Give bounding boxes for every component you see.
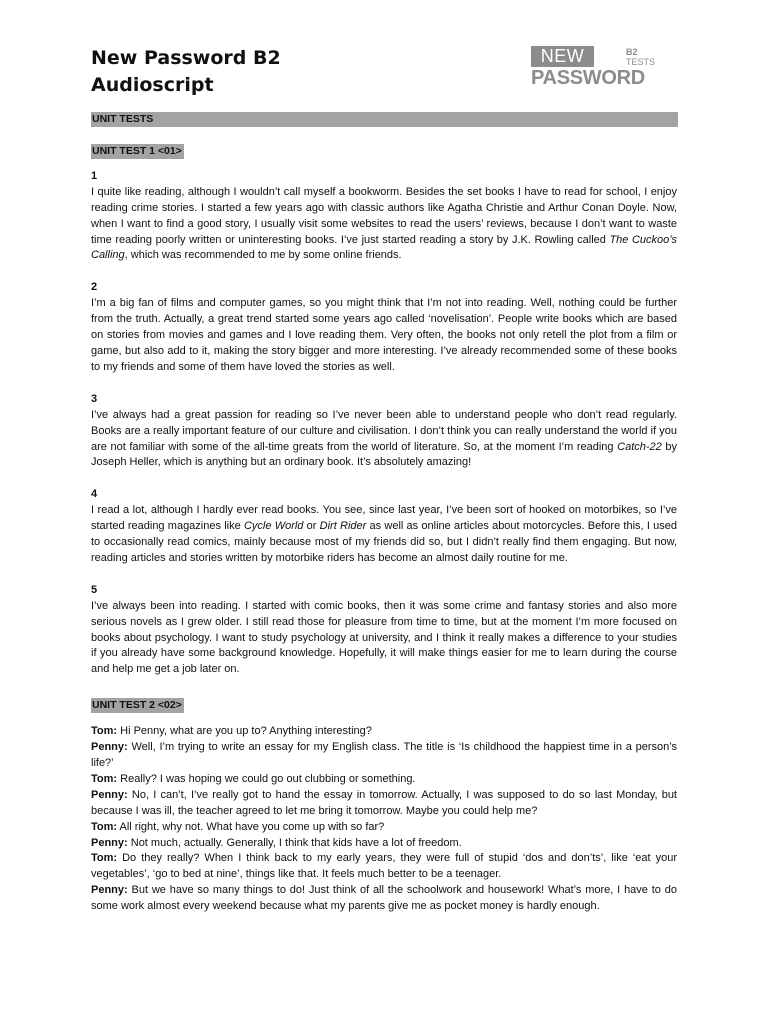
speaker-item-3: [91, 392, 677, 472]
speaker-item-5: [91, 583, 677, 678]
logo-level: [626, 47, 655, 67]
dialogue-turn: [91, 820, 677, 836]
dialogue: [91, 724, 677, 915]
text-run: I quite like reading, although I wouldn’t call myself a bookworm. Besides the set books I have to read for school, I enjoy reading crime stories. I started a few years ago with classic authors like Agatha Christie and Arthur Conan Doyle. Now, when I want to find a good story, I usually visit some websites to read the users’ reviews, because I don’t want to waste time reading poorly written or uninteresting books. I’ve just started reading a story by J.K. Rowling called: [91, 185, 677, 246]
logo-level-b2: B2: [626, 47, 638, 57]
item-number: 3: [91, 392, 98, 405]
unit-test-1-label: UNIT TEST 1 <01>: [92, 145, 182, 157]
text-run: I’ve always had a great passion for reading so I’ve never been able to understand people who don’t read regularly. Books are a really important feature of our culture and civilisation. I don’t think you can really understand the world if you are not familiar with some of the all-time greats from the world of literature. So, at the moment I’m reading: [91, 408, 677, 453]
speaker-name: Penny:: [91, 884, 128, 897]
book-title: Catch-22: [617, 440, 662, 453]
item-paragraph: [91, 408, 677, 472]
text-run: or: [303, 520, 320, 533]
item-number: 5: [91, 583, 98, 596]
section-band-unit-tests: UNIT TESTS: [91, 112, 678, 127]
dialogue-turn: [91, 836, 677, 852]
speaker-name: Penny:: [91, 836, 128, 849]
item-paragraph: I’ve always been into reading. I started with comic books, then it was some crime and fantasy stories and also more serious novels as I grew older. I still read those for pleasure from time to time, but at the moment I’m more focused on books about psychology. I want to study psychology at university, and I think it really makes a difference to your studies if you already have some background knowledge. Hopefully, it will make things easier for me to learn during the course and help me get a job later on.: [91, 599, 677, 676]
logo-level-tests: TESTS: [626, 57, 656, 67]
dialogue-turn: [91, 788, 677, 820]
speaker-item-2: [91, 280, 677, 375]
item-number: 2: [91, 281, 98, 294]
dialogue-line: Really? I was hoping we could go out clubbing or something.: [120, 772, 416, 785]
dialogue-turn: [91, 851, 677, 883]
text-run: , which was recommended to me by some online friends.: [124, 249, 402, 262]
dialogue-line: All right, why not. What have you come up with so far?: [119, 820, 385, 833]
dialogue-turn: [91, 724, 677, 740]
speaker-name: Tom:: [91, 772, 118, 785]
document-body: [91, 112, 677, 915]
dialogue-turn: [91, 883, 677, 915]
speaker-name: Penny:: [91, 741, 128, 754]
speaker-name: Tom:: [91, 852, 118, 865]
text-run: I read a lot, although I hardly ever read books. You see, since last year, I’ve been sort of hooked on motorbikes, so I’ve started reading magazines like: [91, 504, 677, 533]
text-run: as well as online articles about motorcycles. Before this, I used to occasionally read comics, mainly because most of my friends did so, but I didn’t really find them engaging. But now, reading articles and stories written by motorbike riders has become an almost daily routine for me.: [91, 520, 677, 564]
speaker-item-1: [91, 169, 677, 264]
item-paragraph: [91, 185, 677, 265]
document-title: [91, 45, 281, 99]
item-number: 4: [91, 488, 98, 501]
magazine-title: Cycle World: [243, 520, 304, 533]
item-paragraph: [91, 503, 677, 567]
dialogue-turn: [91, 772, 677, 788]
dialogue-line: Not much, actually. Generally, I think that kids have a lot of freedom.: [130, 836, 462, 849]
unit-test-2-label: UNIT TEST 2 <02>: [92, 699, 182, 712]
dialogue-line: Well, I’m trying to write an essay for my English class. The title is ‘Is childhood the happiest time in a person’s life?’: [91, 741, 677, 769]
new-password-logo: [531, 46, 661, 88]
item-number: 1: [91, 169, 98, 182]
speaker-name: Tom:: [91, 820, 118, 833]
title-line-1: New Password B2: [91, 47, 281, 69]
book-title: The Cuckoo’s Calling: [91, 233, 677, 262]
speaker-name: Penny:: [91, 788, 128, 801]
speaker-name: Tom:: [91, 725, 118, 738]
dialogue-line: No, I can’t, I’ve really got to hand the essay in tomorrow. Actually, I was supposed to do so last Monday, but because I was ill, the teacher agreed to let me bring it tomorrow. Maybe you could help me?: [91, 788, 677, 817]
text-run: by Joseph Heller, which is anything but an ordinary book. It’s absolutely amazing!: [91, 440, 677, 469]
logo-new-box: NEW: [531, 46, 594, 67]
dialogue-line: But we have so many things to do! Just think of all the schoolwork and housework! What’s more, I have to do some work almost every weekend because what my parents give me as pocket money is hardly enough.: [91, 884, 677, 913]
dialogue-turn: [91, 740, 677, 772]
dialogue-line: Hi Penny, what are you up to? Anything interesting?: [120, 725, 372, 738]
magazine-title: Dirt Rider: [319, 520, 367, 533]
unit-test-1-heading: [91, 144, 677, 160]
title-line-2: Audioscript: [91, 74, 214, 96]
logo-password-word: PASSWORD: [531, 67, 645, 89]
dialogue-line: Do they really? When I think back to my early years, they were full of stupid ‘dos and don’ts’, like ‘eat your vegetables’, ‘go to bed at nine’, things like that. It feels much better to be a teenager.: [91, 852, 677, 881]
unit-test-2-heading: [91, 698, 677, 714]
item-paragraph: I’m a big fan of films and computer games, so you might think that I’m not into reading. Well, nothing could be further from the truth. Actually, a great trend started some years ago called ‘novelisation’. People write books which are based on stories from movies and games and I love reading them. Very often, the books not only retell the plot from a film or game, but also add to it, making the story bigger and more interesting. I’ve already recommended some of these books to my friends and some of them have loved the stories as well.: [91, 297, 677, 373]
speaker-item-4: [91, 487, 677, 567]
